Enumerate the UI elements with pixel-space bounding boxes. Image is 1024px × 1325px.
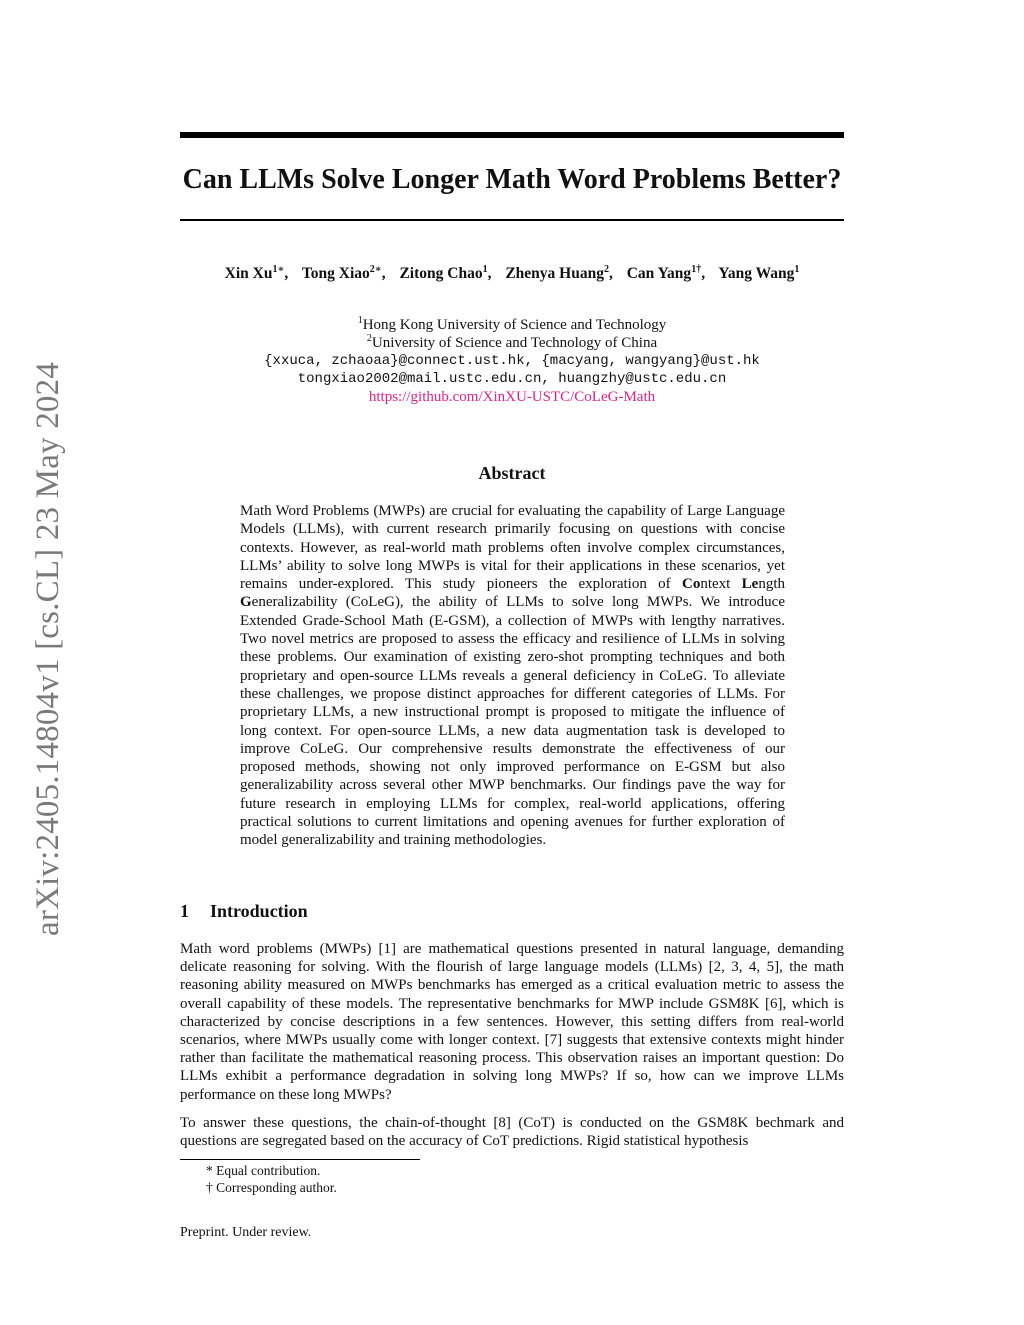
- abstract-heading: Abstract: [478, 463, 546, 483]
- repo-link[interactable]: https://github.com/XinXU-USTC/CoLeG-Math: [368, 389, 656, 405]
- author: Tong Xiao$^{2∗}$,: [301, 264, 386, 282]
- author-emails-2: tongxiao2002@mail.ustc.edu.cn, huangzhy@ustc.edu.cn: [297, 371, 727, 387]
- footnote-rule: [180, 1159, 420, 1160]
- title-top-rule: [180, 132, 844, 138]
- author-list: [180, 262, 844, 286]
- author: Xin $Xu^{1∗}$,: [224, 264, 289, 282]
- section-heading-introduction: 1 Introduction: [180, 901, 308, 921]
- affiliation-1: $^1$Hong Kong University of Science and Technology: [357, 315, 667, 333]
- footnote-equal-contribution: * Equal contribution.: [206, 1163, 321, 1178]
- page-footer: Preprint. Under review.: [180, 1225, 312, 1240]
- author: Zhenya Huang$^2$,: [505, 264, 613, 282]
- intro-paragraph-2: To answer these questions, the chain-of-thought [8] (CoT) is conducted on the GSM8K bechmark and questions are segregated based on the accuracy of CoT predictions. Rigid statistical hypothesis: [180, 1115, 844, 1150]
- arxiv-stamp: arXiv:2405.14804v1 [cs.CL] 23 May 2024: [30, 361, 66, 937]
- author: Can Yang$^{1\dagger}$,: [626, 264, 706, 282]
- title-bottom-rule: [180, 219, 844, 221]
- affiliations: [180, 316, 844, 406]
- affiliation-2: $^2$University of Science and Technology of China: [366, 333, 658, 351]
- intro-paragraph-1: Math word problems (MWPs) [1] are mathematical questions presented in natural language, demanding delicate reasoning for solving. With the flourish of large language models (LLMs) [2, 3, 4, 5], the math reasoning ability measured on MWPs benchmarks has emerged as a critical evaluation metric to assess the overall capability of these models. The representative benchmarks for MWP include GSM8K [6], which is characterized by concise descriptions in a few sentences. However, this setting differs from real-world scenarios, where MWPs usually come with longer context. [7] suggests that extensive contexts might hinder rather than facilitate the mathematical reasoning process. This observation raises an important question: Do LLMs exhibit a performance degradation in solving long MWPs? If so, how can we improve LLMs performance on these long MWPs?: [180, 941, 844, 1103]
- author-emails-1: {xxuca, zchaoaa}@connect.ust.hk, {macyang, wangyang}@ust.hk: [264, 353, 760, 369]
- footnote-corresponding-author: † Corresponding author.: [206, 1180, 337, 1195]
- author: Yang Wang$^1$: [718, 264, 800, 282]
- author: Zitong Chao$^1$,: [399, 264, 492, 282]
- abstract-body: Math Word Problems (MWPs) are crucial for evaluating the capability of Large Language Models (LLMs), with current research primarily focusing on questions with concise contexts. However, as real-world math problems often involve complex circumstances, LLMs’ ability to solve long MWPs is vital for their applications in these scenarios, yet remains under-explored. This study pioneers the exploration of Context Length Generalizability (CoLeG), the ability of LLMs to solve long MWPs. We introduce Extended Grade-School Math (E-GSM), a collection of MWPs with lengthy narratives. Two novel metrics are proposed to assess the efficacy and resilience of LLMs in solving these problems. Our examination of existing zero-shot prompting techniques and both proprietary and open-source LLMs reveals a general deficiency in CoLeG. To alleviate these challenges, we propose distinct approaches for different categories of LLMs. For proprietary LLMs, a new instructional prompt is proposed to mitigate the influence of long context. For open-source LLMs, a new data augmentation task is developed to improve CoLeG. Our comprehensive results demonstrate the effectiveness of our proposed methods, showing not only improved performance on E-GSM but also generalizability across several other MWP benchmarks. Our findings pave the way for future research in employing LLMs for complex, real-world applications, offering practical solutions to current limitations and opening avenues for further exploration of model generalizability and training methodologies.: [240, 503, 785, 849]
- paper-title: Can LLMs Solve Longer Math Word Problems Better?: [182, 164, 842, 195]
